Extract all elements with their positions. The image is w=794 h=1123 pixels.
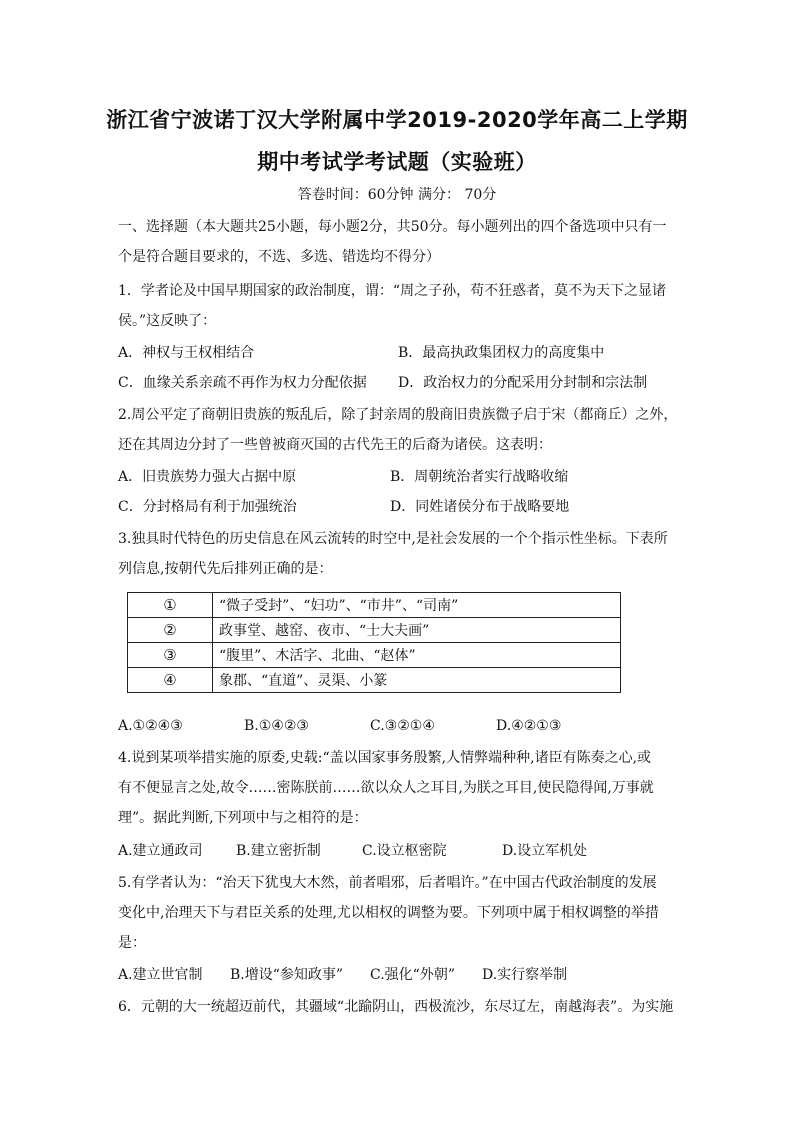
- q1-option-a: A．神权与王权相结合: [118, 345, 255, 361]
- table-row-number: ②: [128, 618, 213, 643]
- q4-option-b: B.建立密折制: [236, 843, 321, 859]
- table-row-text: 政事堂、越窑、夜市、“士大夫画”: [213, 618, 621, 643]
- q4-option-d: D.设立军机处: [502, 843, 588, 859]
- table-row-text: “微子受封”、“妇功”、“市井”、“司南”: [213, 593, 621, 618]
- q4-stem-line1: 4.说到某项举措实施的原委,史载:“盖以国家事务殷繁,人情弊端种种,诸臣有陈奏之心,或: [118, 750, 652, 766]
- q6-stem-line1: 6．元朝的大一统超迈前代，其疆域“北踰阴山，西极流沙，东尽辽左，南越海表”。为实施: [118, 999, 674, 1015]
- q2-option-b: B．周朝统治者实行战略收缩: [390, 469, 569, 485]
- q1-stem-line1: 1．学者论及中国早期国家的政治制度，谓：“周之子孙，苟不狂惑者，莫不为天下之显诸: [118, 283, 667, 299]
- table-row-number: ④: [128, 668, 213, 693]
- table-row: [128, 618, 621, 643]
- section-heading-line2: 个是符合题目要求的，不选、多选、错选均不得分）: [118, 249, 440, 265]
- q3-option-b: B.①④②③: [244, 718, 309, 734]
- q3-stem-line1: 3.独具时代特色的历史信息在风云流转的时空中,是社会发展的一个个指示性坐标。下表所: [118, 531, 668, 547]
- q5-stem-line2: 变化中,治理天下与君臣关系的处理,尤以相权的调整为要。下列项中属于相权调整的举措: [118, 905, 659, 921]
- exam-title-line1: 浙江省宁波诺丁汉大学附属中学2019-2020学年高二上学期: [106, 108, 688, 132]
- exam-title-line2: 期中考试学考试题（实验班）: [257, 150, 537, 174]
- q3-info-table: [127, 592, 621, 693]
- table-row: [128, 668, 621, 693]
- q3-stem-line2: 列信息,按朝代先后排列正确的是：: [118, 561, 333, 577]
- q2-option-c: C．分封格局有利于加强统治: [118, 499, 297, 515]
- table-row: [128, 643, 621, 668]
- q1-option-c: C．血缘关系亲疏不再作为权力分配依据: [118, 375, 367, 391]
- q3-option-a: A.①②④③: [118, 718, 183, 734]
- q5-option-a: A.建立世官制: [118, 967, 203, 983]
- table-row-number: ③: [128, 643, 213, 668]
- exam-info: 答卷时间：60分钟 满分： 70分: [297, 187, 497, 203]
- q5-option-d: D.实行察举制: [482, 967, 568, 983]
- q1-option-b: B．最高执政集团权力的高度集中: [398, 345, 605, 361]
- table-row-text: “腹里”、木活字、北曲、“赵体”: [213, 643, 621, 668]
- q2-stem-line1: 2.周公平定了商朝旧贵族的叛乱后，除了封亲周的殷商旧贵族微子启于宋（都商丘）之外，: [118, 407, 678, 423]
- table-row-text: 象郡、“直道”、灵渠、小篆: [213, 668, 621, 693]
- table-row-number: ①: [128, 593, 213, 618]
- q4-stem-line3: 理”。据此判断,下列项中与之相符的是：: [118, 810, 368, 826]
- q5-option-c: C.强化“外朝”: [370, 967, 455, 983]
- q5-stem-line3: 是：: [118, 935, 146, 951]
- table-row: [128, 593, 621, 618]
- q4-option-c: C.设立枢密院: [362, 843, 447, 859]
- section-heading-line1: 一、选择题（本大题共25小题，每小题2分，共50分。每小题列出的四个备选项中只有一: [118, 219, 667, 235]
- q2-option-d: D．同姓诸侯分布于战略要地: [390, 499, 570, 515]
- q5-stem-line1: 5.有学者认为：“治天下犹曳大木然，前者唱邪，后者唱许。”在中国古代政治制度的发展: [118, 875, 657, 891]
- q3-option-d: D.④②①③: [496, 718, 562, 734]
- q1-stem-line2: 侯。”这反映了：: [118, 313, 217, 329]
- q2-option-a: A．旧贵族势力强大占据中原: [118, 469, 297, 485]
- q4-option-a: A.建立通政司: [118, 843, 203, 859]
- q5-option-b: B.增设“参知政事”: [230, 967, 344, 983]
- q1-option-d: D．政治权力的分配采用分封制和宗法制: [398, 375, 648, 391]
- q4-stem-line2: 有不便显言之处,故令……密陈朕前……欲以众人之耳目,为朕之耳目,使民隐得闻,万事就: [118, 780, 654, 796]
- q2-stem-line2: 还在其周边分封了一些曾被商灭国的古代先王的后裔为诸侯。这表明：: [118, 437, 552, 453]
- q3-option-c: C.③②①④: [370, 718, 435, 734]
